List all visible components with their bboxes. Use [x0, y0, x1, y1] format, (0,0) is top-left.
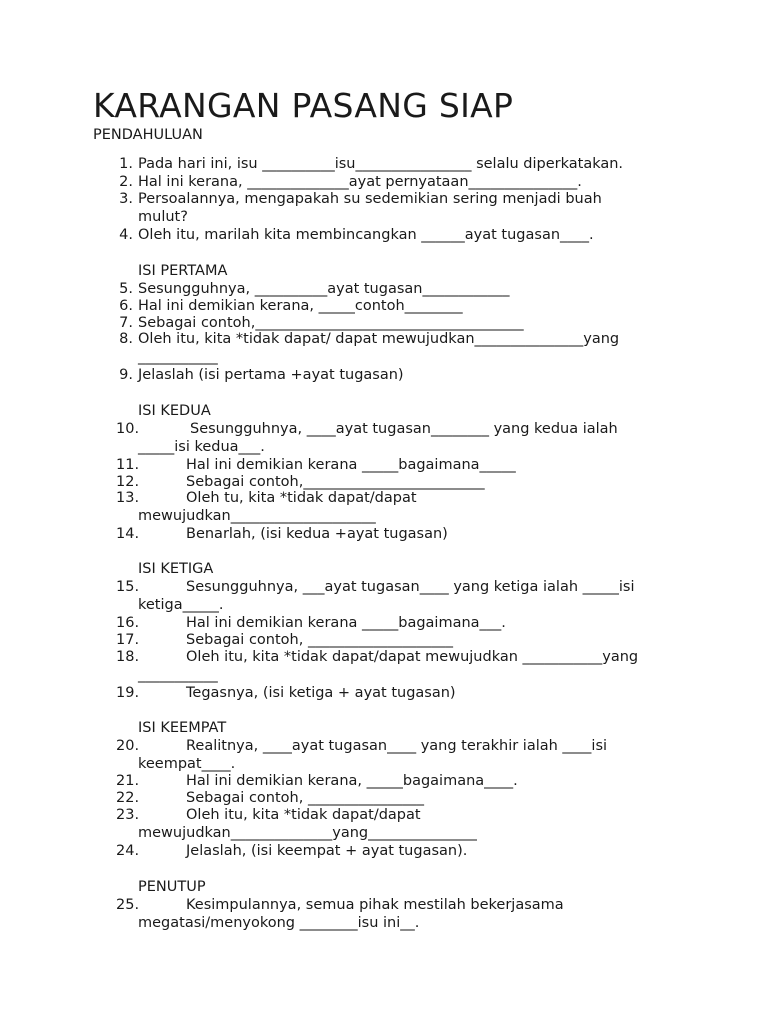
item-number: 16.	[116, 615, 140, 631]
item-text: Sesungguhnya, __________ayat tugasan____________	[138, 281, 510, 297]
item-number: 6.	[119, 298, 133, 314]
item-text: Sebagai contoh,_____________________________________	[138, 315, 524, 331]
section-heading-penutup: PENUTUP	[138, 879, 206, 895]
item-text: Hal ini demikian kerana _____bagaimana_____	[186, 457, 516, 473]
item-number: 2.	[119, 174, 133, 190]
section-heading-isi-ketiga: ISI KETIGA	[138, 561, 214, 577]
item-number: 12.	[116, 474, 140, 490]
section-heading-isi-kedua: ISI KEDUA	[138, 403, 211, 419]
item-number: 14.	[116, 526, 140, 542]
item-text: Hal ini demikian kerana, _____bagaimana____.	[186, 773, 518, 789]
item-number: 15.	[116, 579, 140, 595]
item-text: Sebagai contoh, ____________________	[186, 632, 453, 648]
item-number: 18.	[116, 649, 140, 665]
item-number: 5.	[119, 281, 133, 297]
item-text: Oleh tu, kita *tidak dapat/dapat mewujudkan____________________	[138, 490, 417, 524]
item-number: 24.	[116, 843, 140, 859]
item-text: Realitnya, ____ayat tugasan____ yang terakhir ialah ____isi keempat____.	[138, 738, 608, 772]
item-text: Kesimpulannya, semua pihak mestilah bekerjasama megatasi/menyokong ________isu ini__.	[138, 897, 564, 931]
item-text: Jelaslah, (isi keempat + ayat tugasan).	[186, 843, 468, 859]
item-number: 17.	[116, 632, 140, 648]
item-number: 1.	[119, 156, 133, 172]
item-text: Sesungguhnya, ___ayat tugasan____ yang ketiga ialah _____isi ketiga_____.	[138, 579, 635, 613]
section-heading-isi-keempat: ISI KEEMPAT	[138, 720, 227, 736]
item-number: 20.	[116, 738, 140, 754]
item-number: 8.	[119, 331, 133, 347]
item-number: 10.	[116, 421, 140, 437]
item-number: 7.	[119, 315, 133, 331]
item-number: 25.	[116, 897, 140, 913]
item-number: 22.	[116, 790, 140, 806]
item-text: Pada hari ini, isu __________isu________________ selalu diperkatakan.	[138, 156, 624, 172]
item-number: 13.	[116, 490, 140, 506]
item-number: 21.	[116, 773, 140, 789]
section-heading-isi-pertama: ISI PERTAMA	[138, 263, 228, 279]
item-text: Tegasnya, (isi ketiga + ayat tugasan)	[186, 685, 456, 701]
item-number: 9.	[119, 367, 133, 383]
item-number: 4.	[119, 227, 133, 243]
item-text: Oleh itu, kita *tidak dapat/ dapat mewujudkan_______________yang ___________	[138, 331, 620, 365]
item-text: Jelaslah (isi pertama +ayat tugasan)	[138, 367, 404, 383]
item-text: Oleh itu, marilah kita membincangkan ______ayat tugasan____.	[138, 227, 594, 243]
section-heading-pendahuluan: PENDAHULUAN	[93, 127, 203, 143]
item-number: 3.	[119, 191, 133, 207]
item-text: Benarlah, (isi kedua +ayat tugasan)	[186, 526, 448, 542]
item-text: Hal ini demikian kerana _____bagaimana___.	[186, 615, 506, 631]
item-number: 19.	[116, 685, 140, 701]
item-text: Oleh itu, kita *tidak dapat/dapat mewujudkan______________yang_______________	[138, 807, 477, 841]
item-number: 23.	[116, 807, 140, 823]
item-text: Hal ini kerana, ______________ayat pernyataan_______________.	[138, 174, 582, 190]
item-number: 11.	[116, 457, 140, 473]
item-text: Sebagai contoh, ________________	[186, 790, 424, 806]
item-text: Oleh itu, kita *tidak dapat/dapat mewujudkan ___________yang ___________	[138, 649, 639, 683]
document-title: KARANGAN PASANG SIAP	[93, 86, 514, 125]
item-text: Sesungguhnya, ____ayat tugasan________ yang kedua ialah _____isi kedua___.	[138, 421, 618, 455]
item-text: Sebagai contoh,_________________________	[186, 474, 485, 490]
item-text: Hal ini demikian kerana, _____contoh________	[138, 298, 463, 314]
item-text: Persoalannya, mengapakah su sedemikian sering menjadi buah mulut?	[138, 191, 602, 225]
